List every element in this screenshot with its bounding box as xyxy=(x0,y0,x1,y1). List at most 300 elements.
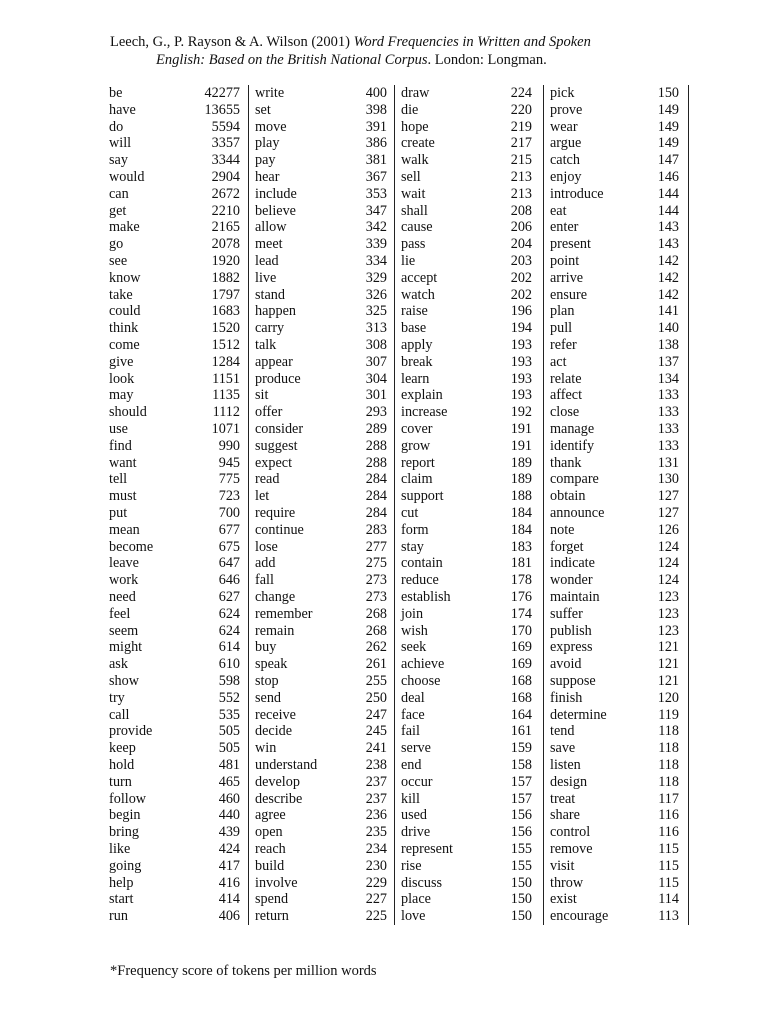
frequency-cell: 273 xyxy=(365,572,387,589)
table-row xyxy=(549,807,687,824)
table-row xyxy=(549,253,687,270)
frequency-cell: 118 xyxy=(658,773,679,790)
word-cell: work xyxy=(109,572,139,589)
table-row xyxy=(108,807,248,824)
frequency-cell: 400 xyxy=(365,85,387,101)
table-row xyxy=(254,169,395,186)
table-row xyxy=(549,287,687,304)
word-cell: point xyxy=(550,253,580,269)
table-row xyxy=(549,219,687,236)
word-cell: hope xyxy=(401,118,429,135)
frequency-cell: 250 xyxy=(365,689,387,706)
table-row xyxy=(400,404,540,421)
table-row xyxy=(549,421,687,438)
word-cell: stay xyxy=(401,538,424,555)
table-row xyxy=(400,875,540,892)
word-cell: rise xyxy=(401,857,422,874)
frequency-cell: 235 xyxy=(365,824,387,841)
word-cell: shall xyxy=(401,202,428,219)
frequency-cell: 127 xyxy=(657,488,679,505)
frequency-cell: 723 xyxy=(218,488,240,505)
table-row xyxy=(108,169,248,186)
table-row xyxy=(254,875,395,892)
frequency-cell: 241 xyxy=(365,740,387,757)
table-row xyxy=(254,421,395,438)
table-row xyxy=(400,303,540,320)
frequency-cell: 140 xyxy=(657,320,679,337)
table-row xyxy=(400,639,540,656)
table-row xyxy=(400,253,540,270)
frequency-cell: 325 xyxy=(365,303,387,320)
table-row xyxy=(400,320,540,337)
word-cell: mean xyxy=(109,521,140,538)
word-cell: move xyxy=(255,118,287,135)
frequency-cell: 598 xyxy=(218,673,240,689)
table-row xyxy=(549,589,687,606)
frequency-cell: 288 xyxy=(365,454,387,471)
frequency-cell: 191 xyxy=(510,421,532,437)
word-cell: speak xyxy=(255,656,288,673)
word-cell: thank xyxy=(550,454,582,471)
word-cell: may xyxy=(109,387,134,404)
word-cell: support xyxy=(401,488,444,505)
frequency-cell: 114 xyxy=(658,891,679,908)
word-cell: learn xyxy=(401,370,430,387)
table-row xyxy=(254,555,395,572)
table-row xyxy=(254,539,395,556)
word-cell: continue xyxy=(255,521,304,538)
word-cell: produce xyxy=(255,370,301,387)
table-row xyxy=(400,186,540,203)
table-row xyxy=(400,774,540,791)
word-cell: build xyxy=(255,857,285,874)
word-cell: serve xyxy=(401,740,431,757)
frequency-cell: 1797 xyxy=(211,286,240,303)
word-cell: discuss xyxy=(401,874,442,891)
word-cell: create xyxy=(401,135,435,152)
table-row xyxy=(549,656,687,673)
word-cell: start xyxy=(109,891,134,908)
word-cell: argue xyxy=(550,135,582,152)
frequency-cell: 1135 xyxy=(212,387,240,404)
frequency-cell: 192 xyxy=(510,404,532,421)
table-row xyxy=(549,438,687,455)
frequency-cell: 184 xyxy=(510,521,532,538)
frequency-cell: 121 xyxy=(657,639,679,656)
frequency-cell: 181 xyxy=(510,555,532,572)
frequency-cell: 990 xyxy=(218,437,240,454)
frequency-cell: 391 xyxy=(365,118,387,135)
word-cell: reduce xyxy=(401,572,439,589)
word-cell: make xyxy=(109,219,140,236)
word-cell: grow xyxy=(401,437,431,454)
word-cell: happen xyxy=(255,303,296,320)
frequency-cell: 424 xyxy=(218,841,240,857)
table-row xyxy=(549,707,687,724)
frequency-cell: 146 xyxy=(657,169,679,185)
table-row xyxy=(400,203,540,220)
frequency-cell: 460 xyxy=(218,790,240,807)
frequency-cell: 150 xyxy=(510,891,532,908)
word-cell: tell xyxy=(109,471,128,488)
table-row xyxy=(549,354,687,371)
frequency-cell: 196 xyxy=(510,303,532,320)
frequency-cell: 126 xyxy=(657,521,679,538)
table-row xyxy=(400,236,540,253)
frequency-cell: 130 xyxy=(657,471,679,488)
frequency-cell: 5594 xyxy=(211,118,240,135)
frequency-cell: 2210 xyxy=(211,202,240,219)
word-cell: help xyxy=(109,874,134,891)
frequency-cell: 113 xyxy=(658,908,679,925)
table-row xyxy=(400,152,540,169)
table-row xyxy=(254,287,395,304)
citation-prefix: Leech, G., P. Rayson & A. Wilson (2001) xyxy=(110,34,354,50)
table-row xyxy=(400,673,540,690)
frequency-cell: 121 xyxy=(657,656,679,673)
table-row xyxy=(549,774,687,791)
word-cell: save xyxy=(550,740,576,757)
word-cell: wear xyxy=(550,118,578,135)
frequency-cell: 119 xyxy=(658,706,679,723)
word-cell: relate xyxy=(550,370,582,387)
table-row xyxy=(108,119,248,136)
table-row xyxy=(549,824,687,841)
table-row xyxy=(549,169,687,186)
frequency-cell: 417 xyxy=(218,857,240,874)
table-row xyxy=(108,102,248,119)
word-cell: must xyxy=(109,488,137,505)
frequency-cell: 293 xyxy=(365,404,387,421)
table-row xyxy=(254,774,395,791)
table-row xyxy=(400,522,540,539)
word-cell: buy xyxy=(255,639,277,656)
table-row xyxy=(254,186,395,203)
frequency-cell: 127 xyxy=(657,505,679,521)
frequency-cell: 627 xyxy=(218,589,240,605)
table-row xyxy=(108,589,248,606)
frequency-cell: 245 xyxy=(365,723,387,740)
frequency-cell: 142 xyxy=(657,253,679,269)
word-cell: arrive xyxy=(550,269,584,286)
table-row xyxy=(108,219,248,236)
word-cell: treat xyxy=(550,790,576,807)
frequency-cell: 157 xyxy=(510,790,532,807)
table-row xyxy=(400,858,540,875)
table-row xyxy=(549,471,687,488)
frequency-cell: 120 xyxy=(657,689,679,706)
table-row xyxy=(254,371,395,388)
word-cell: base xyxy=(401,320,427,337)
word-cell: have xyxy=(109,101,136,118)
citation-title-a: Word Frequencies in Written and Spoken xyxy=(353,34,591,50)
frequency-cell: 150 xyxy=(510,874,532,891)
word-cell: form xyxy=(401,521,429,538)
frequency-cell: 284 xyxy=(365,471,387,488)
table-row xyxy=(549,555,687,572)
table-row xyxy=(108,85,248,102)
table-row xyxy=(254,455,395,472)
frequency-cell: 156 xyxy=(510,824,532,841)
word-cell: talk xyxy=(255,337,277,353)
word-cell: might xyxy=(109,639,143,656)
table-row xyxy=(400,354,540,371)
table-row xyxy=(549,387,687,404)
table-row xyxy=(108,555,248,572)
word-cell: set xyxy=(255,101,271,118)
table-row xyxy=(108,522,248,539)
word-cell: place xyxy=(401,891,431,908)
table-row xyxy=(108,740,248,757)
frequency-table xyxy=(108,85,693,925)
word-cell: enjoy xyxy=(550,169,582,185)
word-cell: choose xyxy=(401,673,441,689)
frequency-cell: 118 xyxy=(658,740,679,757)
word-cell: catch xyxy=(550,152,580,169)
word-cell: visit xyxy=(550,857,575,874)
word-cell: put xyxy=(109,505,128,521)
table-row xyxy=(108,824,248,841)
word-cell: refer xyxy=(550,337,577,353)
word-cell: pull xyxy=(550,320,573,337)
frequency-cell: 183 xyxy=(510,538,532,555)
word-cell: lie xyxy=(401,253,416,269)
word-cell: turn xyxy=(109,773,132,790)
word-cell: involve xyxy=(255,874,298,891)
table-row xyxy=(254,471,395,488)
frequency-cell: 178 xyxy=(510,572,532,589)
table-row xyxy=(400,85,540,102)
frequency-cell: 193 xyxy=(510,387,532,404)
frequency-cell: 174 xyxy=(510,605,532,622)
word-cell: note xyxy=(550,521,575,538)
frequency-cell: 137 xyxy=(657,353,679,370)
table-row xyxy=(254,639,395,656)
frequency-cell: 144 xyxy=(657,185,679,202)
frequency-cell: 339 xyxy=(365,236,387,253)
citation-title-b: English: Based on the British National Corpus xyxy=(156,52,428,68)
word-cell: decide xyxy=(255,723,293,740)
word-cell: kill xyxy=(401,790,420,807)
table-row xyxy=(254,488,395,505)
table-row xyxy=(108,623,248,640)
table-row xyxy=(254,253,395,270)
word-cell: present xyxy=(550,236,591,253)
frequency-cell: 224 xyxy=(510,85,532,101)
frequency-cell: 313 xyxy=(365,320,387,337)
frequency-cell: 225 xyxy=(365,908,387,925)
word-cell: seem xyxy=(109,622,139,639)
word-cell: used xyxy=(401,807,428,824)
frequency-cell: 307 xyxy=(365,353,387,370)
frequency-cell: 255 xyxy=(365,673,387,689)
table-row xyxy=(549,303,687,320)
table-row xyxy=(549,186,687,203)
word-cell: remember xyxy=(255,605,313,622)
word-cell: need xyxy=(109,589,136,605)
frequency-cell: 194 xyxy=(510,320,532,337)
word-cell: identify xyxy=(550,437,595,454)
frequency-cell: 2904 xyxy=(211,169,240,185)
word-cell: claim xyxy=(401,471,433,488)
frequency-cell: 123 xyxy=(657,605,679,622)
frequency-cell: 398 xyxy=(365,101,387,118)
table-row xyxy=(400,119,540,136)
word-column-1 xyxy=(108,85,248,925)
frequency-cell: 2078 xyxy=(211,236,240,253)
frequency-cell: 2672 xyxy=(211,185,240,202)
frequency-cell: 191 xyxy=(510,437,532,454)
table-row xyxy=(108,270,248,287)
column-divider xyxy=(543,85,544,925)
frequency-cell: 213 xyxy=(510,169,532,185)
table-row xyxy=(549,337,687,354)
table-row xyxy=(254,135,395,152)
table-row xyxy=(108,774,248,791)
frequency-cell: 150 xyxy=(657,85,679,101)
frequency-cell: 2165 xyxy=(211,219,240,236)
frequency-cell: 42277 xyxy=(204,85,240,101)
table-row xyxy=(400,908,540,925)
table-row xyxy=(108,572,248,589)
column-divider xyxy=(394,85,395,925)
word-cell: become xyxy=(109,538,154,555)
frequency-cell: 202 xyxy=(510,269,532,286)
word-cell: act xyxy=(550,353,567,370)
table-row xyxy=(549,488,687,505)
table-row xyxy=(108,236,248,253)
word-cell: represent xyxy=(401,841,453,857)
frequency-cell: 308 xyxy=(365,337,387,353)
word-cell: hold xyxy=(109,757,135,773)
frequency-cell: 342 xyxy=(365,219,387,236)
word-cell: love xyxy=(401,908,426,925)
word-cell: return xyxy=(255,908,289,925)
frequency-cell: 134 xyxy=(657,370,679,387)
table-row xyxy=(254,102,395,119)
word-cell: follow xyxy=(109,790,147,807)
frequency-cell: 675 xyxy=(218,538,240,555)
frequency-cell: 775 xyxy=(218,471,240,488)
frequency-cell: 481 xyxy=(218,757,240,773)
word-cell: could xyxy=(109,303,141,320)
table-row xyxy=(400,555,540,572)
word-cell: allow xyxy=(255,219,287,236)
table-row xyxy=(400,891,540,908)
table-row xyxy=(400,572,540,589)
table-row xyxy=(108,606,248,623)
table-row xyxy=(400,824,540,841)
table-row xyxy=(400,102,540,119)
word-cell: fall xyxy=(255,572,274,589)
table-row xyxy=(108,791,248,808)
table-row xyxy=(254,438,395,455)
citation-suffix: . London: Longman. xyxy=(427,52,547,68)
word-cell: contain xyxy=(401,555,443,572)
word-cell: write xyxy=(255,85,285,101)
word-cell: drive xyxy=(401,824,431,841)
word-cell: give xyxy=(109,353,134,370)
word-cell: report xyxy=(401,454,435,471)
word-cell: manage xyxy=(550,421,595,437)
table-row xyxy=(254,236,395,253)
frequency-cell: 1151 xyxy=(212,370,240,387)
table-row xyxy=(108,841,248,858)
table-row xyxy=(108,421,248,438)
frequency-cell: 386 xyxy=(365,135,387,152)
table-row xyxy=(400,135,540,152)
frequency-cell: 236 xyxy=(365,807,387,824)
frequency-cell: 189 xyxy=(510,454,532,471)
table-row xyxy=(254,387,395,404)
table-row xyxy=(549,740,687,757)
frequency-cell: 646 xyxy=(218,572,240,589)
frequency-cell: 169 xyxy=(510,656,532,673)
frequency-cell: 1920 xyxy=(211,253,240,269)
word-cell: leave xyxy=(109,555,139,572)
word-cell: control xyxy=(550,824,591,841)
table-row xyxy=(549,455,687,472)
word-cell: remove xyxy=(550,841,593,857)
word-cell: tend xyxy=(550,723,575,740)
frequency-cell: 700 xyxy=(218,505,240,521)
frequency-cell: 505 xyxy=(218,740,240,757)
frequency-cell: 115 xyxy=(658,841,679,857)
frequency-cell: 261 xyxy=(365,656,387,673)
word-cell: deal xyxy=(401,689,425,706)
word-cell: stand xyxy=(255,286,285,303)
word-cell: watch xyxy=(401,286,435,303)
table-row xyxy=(108,152,248,169)
word-cell: carry xyxy=(255,320,285,337)
word-cell: pick xyxy=(550,85,575,101)
frequency-cell: 117 xyxy=(658,790,679,807)
frequency-cell: 439 xyxy=(218,824,240,841)
frequency-cell: 268 xyxy=(365,605,387,622)
table-row xyxy=(108,488,248,505)
table-row xyxy=(108,135,248,152)
frequency-cell: 124 xyxy=(657,572,679,589)
frequency-cell: 238 xyxy=(365,757,387,773)
word-cell: wonder xyxy=(550,572,593,589)
table-row xyxy=(254,219,395,236)
table-row xyxy=(108,354,248,371)
frequency-cell: 169 xyxy=(510,639,532,656)
word-cell: face xyxy=(401,706,425,723)
table-row xyxy=(549,690,687,707)
table-row xyxy=(400,623,540,640)
word-cell: forget xyxy=(550,538,584,555)
table-row xyxy=(549,135,687,152)
word-column-3 xyxy=(400,85,540,925)
word-cell: pay xyxy=(255,152,276,169)
frequency-cell: 624 xyxy=(218,605,240,622)
frequency-cell: 247 xyxy=(365,706,387,723)
frequency-cell: 353 xyxy=(365,185,387,202)
frequency-cell: 203 xyxy=(510,253,532,269)
table-row xyxy=(400,455,540,472)
frequency-cell: 234 xyxy=(365,841,387,857)
frequency-cell: 118 xyxy=(658,723,679,740)
table-row xyxy=(254,841,395,858)
table-row xyxy=(108,875,248,892)
frequency-cell: 268 xyxy=(365,622,387,639)
word-cell: develop xyxy=(255,773,300,790)
table-row xyxy=(549,841,687,858)
word-cell: suffer xyxy=(550,605,583,622)
table-row xyxy=(400,219,540,236)
frequency-cell: 149 xyxy=(657,135,679,152)
